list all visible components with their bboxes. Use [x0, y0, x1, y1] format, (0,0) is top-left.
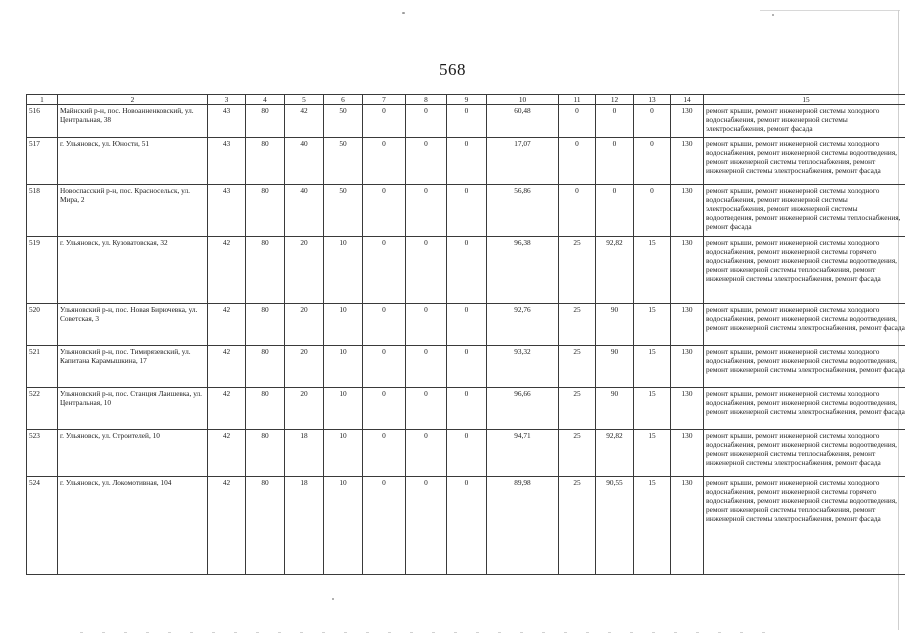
table-row — [27, 430, 905, 477]
value-cell-11: 25 — [559, 237, 596, 304]
scan-edge-top — [760, 10, 900, 11]
value-cell-5: 42 — [285, 105, 324, 138]
column-header-7: 7 — [363, 95, 406, 105]
value-cell-14: 130 — [671, 185, 704, 237]
value-cell-3: 42 — [208, 388, 246, 430]
value-cell-10: 60,48 — [487, 105, 559, 138]
works-cell: ремонт крыши, ремонт инженерной системы холодного водоснабжения, ремонт инженерной системы горячего водоснабжения, ремонт инженерной системы водоотведения, ремонт инженерной системы теплоснабжения, ремонт инженерной системы электроснабжения, ремонт фасада — [704, 237, 905, 304]
value-cell-11: 25 — [559, 477, 596, 575]
value-cell-10: 94,71 — [487, 430, 559, 477]
column-header-2: 2 — [58, 95, 208, 105]
address-cell: Новоспасский р-н, пос. Красносельск, ул. Мира, 2 — [58, 185, 208, 237]
column-header-15: 15 — [704, 95, 905, 105]
column-header-8: 8 — [406, 95, 447, 105]
value-cell-4: 80 — [246, 138, 285, 185]
value-cell-13: 0 — [634, 105, 671, 138]
value-cell-9: 0 — [447, 138, 487, 185]
works-cell: ремонт крыши, ремонт инженерной системы холодного водоснабжения, ремонт инженерной системы водоотведения, ремонт инженерной системы электроснабжения, ремонт фасада — [704, 304, 905, 346]
value-cell-12: 90,55 — [596, 477, 634, 575]
value-cell-8: 0 — [406, 346, 447, 388]
address-cell: г. Ульяновск, ул. Локомотивная, 104 — [58, 477, 208, 575]
value-cell-8: 0 — [406, 304, 447, 346]
value-cell-3: 43 — [208, 105, 246, 138]
value-cell-5: 20 — [285, 237, 324, 304]
value-cell-5: 20 — [285, 388, 324, 430]
scan-bottom-noise — [80, 632, 780, 633]
value-cell-7: 0 — [363, 304, 406, 346]
value-cell-8: 0 — [406, 237, 447, 304]
value-cell-12: 90 — [596, 388, 634, 430]
works-cell: ремонт крыши, ремонт инженерной системы холодного водоснабжения, ремонт инженерной системы электроснабжения, ремонт фасада — [704, 105, 905, 138]
value-cell-14: 130 — [671, 237, 704, 304]
value-cell-10: 96,66 — [487, 388, 559, 430]
address-cell: г. Ульяновск, ул. Юности, 51 — [58, 138, 208, 185]
value-cell-8: 0 — [406, 477, 447, 575]
column-header-14: 14 — [671, 95, 704, 105]
header-row — [27, 95, 905, 105]
value-cell-8: 0 — [406, 185, 447, 237]
value-cell-11: 25 — [559, 304, 596, 346]
table-row — [27, 138, 905, 185]
table-row — [27, 105, 905, 138]
value-cell-3: 42 — [208, 346, 246, 388]
value-cell-12: 90 — [596, 304, 634, 346]
value-cell-6: 10 — [324, 237, 363, 304]
value-cell-7: 0 — [363, 388, 406, 430]
value-cell-12: 0 — [596, 138, 634, 185]
value-cell-11: 0 — [559, 138, 596, 185]
value-cell-10: 92,76 — [487, 304, 559, 346]
value-cell-7: 0 — [363, 430, 406, 477]
column-header-5: 5 — [285, 95, 324, 105]
value-cell-3: 42 — [208, 430, 246, 477]
value-cell-14: 130 — [671, 304, 704, 346]
value-cell-9: 0 — [447, 185, 487, 237]
column-header-13: 13 — [634, 95, 671, 105]
value-cell-12: 0 — [596, 105, 634, 138]
value-cell-7: 0 — [363, 105, 406, 138]
column-header-12: 12 — [596, 95, 634, 105]
value-cell-14: 130 — [671, 430, 704, 477]
value-cell-10: 89,98 — [487, 477, 559, 575]
value-cell-8: 0 — [406, 138, 447, 185]
value-cell-5: 20 — [285, 346, 324, 388]
value-cell-11: 0 — [559, 105, 596, 138]
value-cell-10: 93,32 — [487, 346, 559, 388]
value-cell-3: 43 — [208, 138, 246, 185]
value-cell-7: 0 — [363, 346, 406, 388]
value-cell-6: 10 — [324, 430, 363, 477]
value-cell-11: 0 — [559, 185, 596, 237]
column-header-4: 4 — [246, 95, 285, 105]
value-cell-13: 0 — [634, 185, 671, 237]
value-cell-6: 50 — [324, 185, 363, 237]
value-cell-12: 0 — [596, 185, 634, 237]
value-cell-14: 130 — [671, 346, 704, 388]
table-row — [27, 185, 905, 237]
row-number-cell: 523 — [27, 430, 58, 477]
value-cell-6: 50 — [324, 105, 363, 138]
address-cell: Ульяновский р-н, пос. Тимирязевский, ул. Капитана Карамышкина, 17 — [58, 346, 208, 388]
table-header — [27, 95, 905, 105]
value-cell-10: 96,38 — [487, 237, 559, 304]
value-cell-7: 0 — [363, 138, 406, 185]
value-cell-6: 10 — [324, 477, 363, 575]
value-cell-13: 15 — [634, 388, 671, 430]
value-cell-9: 0 — [447, 388, 487, 430]
value-cell-6: 10 — [324, 304, 363, 346]
value-cell-5: 20 — [285, 304, 324, 346]
value-cell-9: 0 — [447, 346, 487, 388]
column-header-6: 6 — [324, 95, 363, 105]
table-row — [27, 388, 905, 430]
value-cell-11: 25 — [559, 430, 596, 477]
works-cell: ремонт крыши, ремонт инженерной системы холодного водоснабжения, ремонт инженерной системы горячего водоснабжения, ремонт инженерной системы водоотведения, ремонт инженерной системы теплоснабжения, ремонт инженерной системы электроснабжения, ремонт фасада — [704, 477, 905, 575]
address-cell: г. Ульяновск, ул. Кузоватовская, 32 — [58, 237, 208, 304]
value-cell-12: 90 — [596, 346, 634, 388]
value-cell-3: 42 — [208, 304, 246, 346]
value-cell-9: 0 — [447, 237, 487, 304]
value-cell-4: 80 — [246, 237, 285, 304]
row-number-cell: 521 — [27, 346, 58, 388]
row-number-cell: 516 — [27, 105, 58, 138]
row-number-cell: 519 — [27, 237, 58, 304]
value-cell-10: 17,07 — [487, 138, 559, 185]
address-cell: г. Ульяновск, ул. Строителей, 10 — [58, 430, 208, 477]
value-cell-13: 15 — [634, 304, 671, 346]
value-cell-8: 0 — [406, 105, 447, 138]
value-cell-10: 56,86 — [487, 185, 559, 237]
value-cell-5: 40 — [285, 185, 324, 237]
address-cell: Майнский р-н, пос. Новоанненковский, ул. Центральная, 38 — [58, 105, 208, 138]
scan-speck — [402, 12, 405, 14]
value-cell-4: 80 — [246, 105, 285, 138]
column-header-11: 11 — [559, 95, 596, 105]
works-cell: ремонт крыши, ремонт инженерной системы холодного водоснабжения, ремонт инженерной системы электроснабжения, ремонт инженерной системы водоотведения, ремонт инженерной системы теплоснабжения, ремонт фасада — [704, 185, 905, 237]
value-cell-8: 0 — [406, 430, 447, 477]
works-cell: ремонт крыши, ремонт инженерной системы холодного водоснабжения, ремонт инженерной системы водоотведения, ремонт инженерной системы электроснабжения, ремонт фасада — [704, 388, 905, 430]
value-cell-9: 0 — [447, 477, 487, 575]
value-cell-5: 40 — [285, 138, 324, 185]
value-cell-9: 0 — [447, 304, 487, 346]
value-cell-7: 0 — [363, 185, 406, 237]
column-header-9: 9 — [447, 95, 487, 105]
value-cell-4: 80 — [246, 185, 285, 237]
value-cell-5: 18 — [285, 477, 324, 575]
address-cell: Ульяновский р-н, пос. Станция Лаишевка, ул. Центральная, 10 — [58, 388, 208, 430]
value-cell-5: 18 — [285, 430, 324, 477]
page-number: 568 — [439, 60, 466, 79]
table-row — [27, 237, 905, 304]
value-cell-3: 42 — [208, 477, 246, 575]
scan-speck — [332, 598, 334, 600]
value-cell-6: 50 — [324, 138, 363, 185]
works-cell: ремонт крыши, ремонт инженерной системы холодного водоснабжения, ремонт инженерной системы водоотведения, ремонт инженерной системы электроснабжения, ремонт фасада — [704, 346, 905, 388]
value-cell-8: 0 — [406, 388, 447, 430]
value-cell-9: 0 — [447, 105, 487, 138]
row-number-cell: 522 — [27, 388, 58, 430]
value-cell-4: 80 — [246, 388, 285, 430]
row-number-cell: 520 — [27, 304, 58, 346]
value-cell-6: 10 — [324, 346, 363, 388]
repair-registry-table — [26, 94, 905, 575]
value-cell-3: 43 — [208, 185, 246, 237]
table-row — [27, 346, 905, 388]
value-cell-14: 130 — [671, 477, 704, 575]
value-cell-13: 0 — [634, 138, 671, 185]
value-cell-12: 92,82 — [596, 237, 634, 304]
value-cell-9: 0 — [447, 430, 487, 477]
row-number-cell: 518 — [27, 185, 58, 237]
scan-speck — [772, 14, 774, 16]
column-header-1: 1 — [27, 95, 58, 105]
value-cell-13: 15 — [634, 237, 671, 304]
value-cell-12: 92,82 — [596, 430, 634, 477]
value-cell-4: 80 — [246, 477, 285, 575]
table-row — [27, 477, 905, 575]
value-cell-4: 80 — [246, 430, 285, 477]
value-cell-6: 10 — [324, 388, 363, 430]
value-cell-13: 15 — [634, 477, 671, 575]
value-cell-4: 80 — [246, 346, 285, 388]
value-cell-14: 130 — [671, 105, 704, 138]
row-number-cell: 517 — [27, 138, 58, 185]
value-cell-7: 0 — [363, 237, 406, 304]
value-cell-14: 130 — [671, 138, 704, 185]
value-cell-13: 15 — [634, 346, 671, 388]
value-cell-11: 25 — [559, 346, 596, 388]
value-cell-7: 0 — [363, 477, 406, 575]
value-cell-14: 130 — [671, 388, 704, 430]
table-row — [27, 304, 905, 346]
address-cell: Ульяновский р-н, пос. Новая Бирючевка, ул. Советская, 3 — [58, 304, 208, 346]
column-header-3: 3 — [208, 95, 246, 105]
works-cell: ремонт крыши, ремонт инженерной системы холодного водоснабжения, ремонт инженерной системы водоотведения, ремонт инженерной системы теплоснабжения, ремонт инженерной системы электроснабжения, ремонт фасада — [704, 138, 905, 185]
table-body — [27, 105, 905, 575]
value-cell-4: 80 — [246, 304, 285, 346]
value-cell-13: 15 — [634, 430, 671, 477]
works-cell: ремонт крыши, ремонт инженерной системы холодного водоснабжения, ремонт инженерной системы водоотведения, ремонт инженерной системы теплоснабжения, ремонт инженерной системы электроснабжения, ремонт фасада — [704, 430, 905, 477]
column-header-10: 10 — [487, 95, 559, 105]
value-cell-11: 25 — [559, 388, 596, 430]
value-cell-3: 42 — [208, 237, 246, 304]
row-number-cell: 524 — [27, 477, 58, 575]
